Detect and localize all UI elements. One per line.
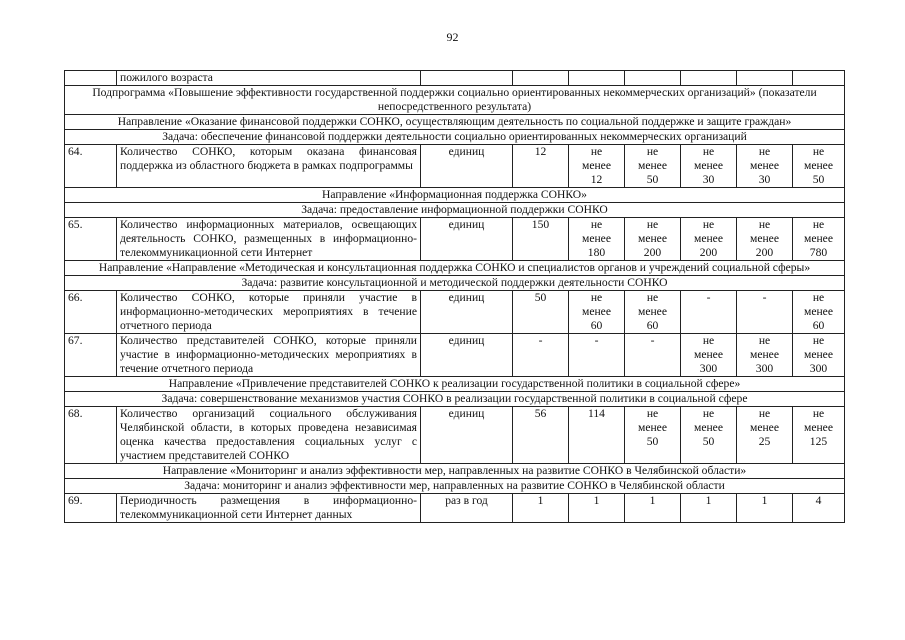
cell-value [681,71,737,86]
cell-number: 69. [65,494,117,523]
cell-number: 64. [65,145,117,188]
value-line: не [590,218,603,231]
section-header: Направление «Направление «Методическая и консультационная поддержка СОНКО и специалистов органов и учреждений социальной сферы» [65,261,845,276]
value-line: 50 [646,173,659,186]
cell-value [569,71,625,86]
cell-value [681,407,737,464]
value-line: менее [582,305,611,318]
section-header-row [65,392,845,407]
cell-value [793,71,845,86]
section-header: Задача: совершенствование механизмов участия СОНКО в реализации государственной политики в социальной сфере [65,392,845,407]
value-line: 300 [699,362,718,375]
cell-value [569,494,625,523]
value-line: менее [750,421,779,434]
section-header-row [65,261,845,276]
value-line: 30 [758,173,771,186]
value-line: менее [638,421,667,434]
cell-value [681,291,737,334]
cell-value [793,291,845,334]
cell-value [737,71,793,86]
cell-value [513,407,569,464]
cell-number: 67. [65,334,117,377]
value-line: 1 [537,494,544,507]
value-line: 25 [758,435,771,448]
table-row [65,145,845,188]
value-line: менее [638,159,667,172]
value-line: не [702,334,715,347]
value-line: 1 [705,494,712,507]
value-line: не [758,407,771,420]
value-line: менее [804,159,833,172]
cell-value [681,334,737,377]
cell-value [513,291,569,334]
cell-indicator-name: Количество СОНКО, которые приняли участие в информационно-методических мероприятиях в течение отчетного периода [117,291,421,334]
cell-value [625,218,681,261]
cell-value [737,218,793,261]
cell-value [513,218,569,261]
value-line: менее [804,232,833,245]
value-line: - [762,291,767,304]
value-line: не [702,145,715,158]
value-line: менее [804,421,833,434]
cell-value [793,334,845,377]
value-line: 200 [699,246,718,259]
cell-value [569,145,625,188]
value-line: - [538,334,543,347]
value-line: менее [694,421,723,434]
cell-value [625,291,681,334]
section-header-row [65,377,845,392]
cell-value [625,494,681,523]
value-line: 180 [587,246,606,259]
cell-indicator-name: пожилого возраста [117,71,421,86]
section-header-row [65,130,845,145]
value-line: не [812,145,825,158]
value-line: - [650,334,655,347]
table-row [65,291,845,334]
value-line: менее [694,232,723,245]
cell-number [65,71,117,86]
indicators-table [64,70,845,523]
cell-value [513,71,569,86]
section-header: Подпрограмма «Повышение эффективности государственной поддержки социально ориентированных некоммерческих организаций» (показатели непосредственного результата) [65,86,845,115]
value-line: не [812,407,825,420]
value-line: менее [750,232,779,245]
cell-unit: единиц [421,334,513,377]
cell-value [681,218,737,261]
cell-unit: единиц [421,218,513,261]
value-line: не [646,291,659,304]
value-line: 30 [702,173,715,186]
value-line: не [758,145,771,158]
section-header-row [65,86,845,115]
section-header-row [65,115,845,130]
value-line: 300 [755,362,774,375]
cell-value [681,145,737,188]
value-line: 1 [649,494,656,507]
section-header: Задача: предоставление информационной поддержки СОНКО [65,203,845,218]
cell-value [625,407,681,464]
value-line: 12 [534,145,547,158]
table-row-continuation [65,71,845,86]
section-header: Направление «Информационная поддержка СОНКО» [65,188,845,203]
cell-value [737,407,793,464]
section-header-row [65,203,845,218]
table-row [65,407,845,464]
cell-value [569,334,625,377]
value-line: менее [638,305,667,318]
value-line: не [590,145,603,158]
value-line: менее [750,348,779,361]
cell-unit: раз в год [421,494,513,523]
cell-indicator-name: Количество информационных материалов, освещающих деятельность СОНКО, размещенных в информационно-телекоммуникационной сети Интернет [117,218,421,261]
cell-number: 66. [65,291,117,334]
value-line: 12 [590,173,603,186]
cell-unit: единиц [421,407,513,464]
value-line: 50 [702,435,715,448]
value-line: менее [582,159,611,172]
value-line: 1 [593,494,600,507]
table-row [65,334,845,377]
value-line: менее [638,232,667,245]
value-line: не [758,334,771,347]
cell-value [737,494,793,523]
cell-value [569,407,625,464]
cell-number: 65. [65,218,117,261]
cell-value [737,291,793,334]
cell-value [513,494,569,523]
cell-value [793,407,845,464]
section-header: Задача: развитие консультационной и методической поддержки деятельности СОНКО [65,276,845,291]
value-line: менее [582,232,611,245]
value-line: менее [804,305,833,318]
section-header-row [65,276,845,291]
section-header: Направление «Привлечение представителей СОНКО к реализации государственной политики в социальной сфере» [65,377,845,392]
value-line: 50 [646,435,659,448]
cell-unit: единиц [421,291,513,334]
value-line: 125 [809,435,828,448]
value-line: 150 [531,218,550,231]
value-line: 60 [812,319,825,332]
value-line: не [812,291,825,304]
value-line: не [702,407,715,420]
value-line: не [646,407,659,420]
value-line: 50 [812,173,825,186]
cell-indicator-name: Количество организаций социального обслуживания Челябинской области, в которых проведена независимая оценка качества предоставления социальных услуг с участием представителей СОНКО [117,407,421,464]
section-header: Направление «Мониторинг и анализ эффективности мер, направленных на развитие СОНКО в Челябинской области» [65,464,845,479]
cell-value [793,145,845,188]
value-line: менее [750,159,779,172]
cell-value [513,145,569,188]
cell-indicator-name: Количество представителей СОНКО, которые приняли участие в информационно-методических мероприятиях в течение отчетного периода [117,334,421,377]
value-line: менее [804,348,833,361]
cell-unit [421,71,513,86]
value-line: не [646,145,659,158]
cell-value [737,145,793,188]
value-line: не [646,218,659,231]
value-line: не [702,218,715,231]
value-line: 60 [646,319,659,332]
value-line: не [812,334,825,347]
value-line: 780 [809,246,828,259]
section-header-row [65,464,845,479]
section-header: Направление «Оказание финансовой поддержки СОНКО, осуществляющим деятельность по социальной поддержке и защите граждан» [65,115,845,130]
value-line: 60 [590,319,603,332]
value-line: 1 [761,494,768,507]
value-line: 200 [643,246,662,259]
table-body [65,71,845,523]
cell-value [625,334,681,377]
cell-value [513,334,569,377]
cell-unit: единиц [421,145,513,188]
cell-value [569,291,625,334]
value-line: менее [694,348,723,361]
section-header: Задача: обеспечение финансовой поддержки деятельности социально ориентированных некоммерческих организаций [65,130,845,145]
section-header-row [65,479,845,494]
cell-value [625,71,681,86]
cell-indicator-name: Периодичность размещения в информационно-телекоммуникационной сети Интернет данных [117,494,421,523]
cell-value [625,145,681,188]
cell-number: 68. [65,407,117,464]
cell-indicator-name: Количество СОНКО, которым оказана финансовая поддержка из областного бюджета в рамках подпрограммы [117,145,421,188]
cell-value [737,334,793,377]
value-line: 4 [815,494,822,507]
value-line: - [706,291,711,304]
table-row [65,218,845,261]
value-line: не [812,218,825,231]
cell-value [793,494,845,523]
value-line: 50 [534,291,547,304]
section-header-row [65,188,845,203]
cell-value [793,218,845,261]
value-line: 114 [588,407,605,420]
page-number: 92 [446,30,459,44]
value-line: - [594,334,599,347]
value-line: 200 [755,246,774,259]
value-line: 300 [809,362,828,375]
section-header: Задача: мониторинг и анализ эффективности мер, направленных на развитие СОНКО в Челябинской области [65,479,845,494]
value-line: менее [694,159,723,172]
value-line: не [758,218,771,231]
value-line: 56 [534,407,547,420]
cell-value [681,494,737,523]
table-row [65,494,845,523]
cell-value [569,218,625,261]
value-line: не [590,291,603,304]
